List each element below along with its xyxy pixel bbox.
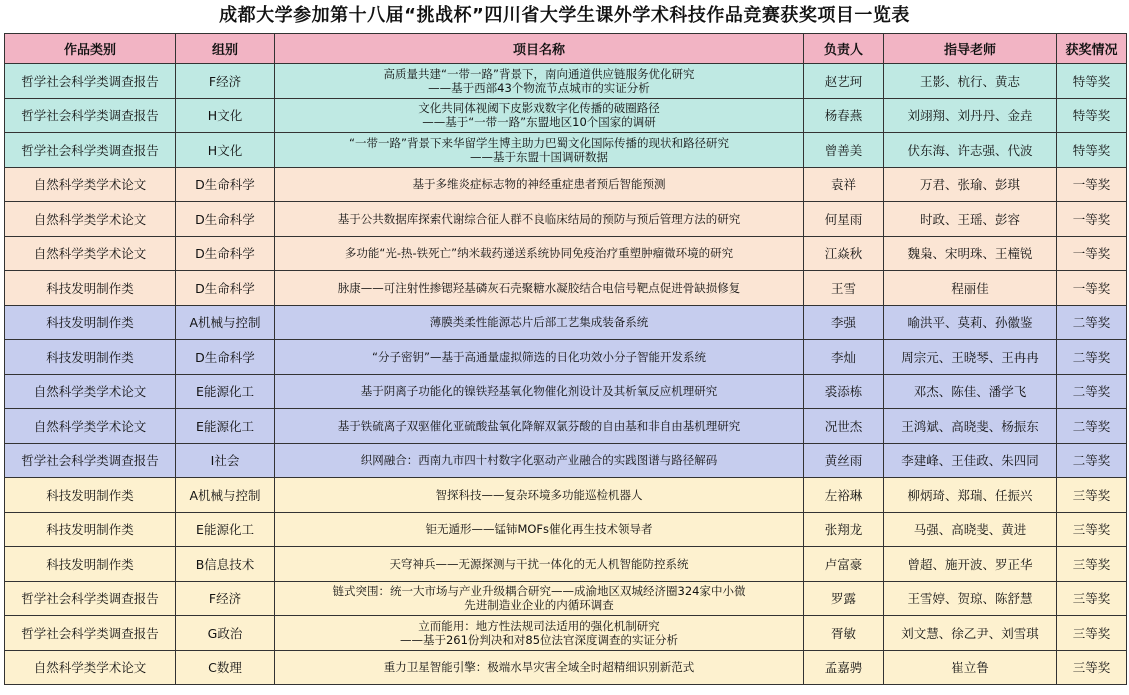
cell-category: 自然科学类学术论文 [5,409,176,444]
table-row [5,547,1127,582]
cell-award: 三等奖 [1057,478,1127,513]
cell-award: 特等奖 [1057,98,1127,133]
cell-group: E能源化工 [176,374,275,409]
table-row [5,409,1127,444]
cell-leader: 裘添栋 [804,374,884,409]
cell-advisors: 邓杰、陈佳、潘学飞 [884,374,1057,409]
table-row [5,512,1127,547]
cell-award: 二等奖 [1057,305,1127,340]
cell-award: 二等奖 [1057,409,1127,444]
header-category: 作品类别 [5,34,176,64]
cell-group: D生命科学 [176,271,275,306]
cell-advisors: 伏东海、许志强、代波 [884,133,1057,168]
cell-advisors: 曾超、施开波、罗正华 [884,547,1057,582]
table-row [5,650,1127,685]
cell-project-name: 智探科技——复杂环境多功能巡检机器人 [275,478,804,513]
cell-project-name: 基于公共数据库探索代谢综合征人群不良临床结局的预防与预后管理方法的研究 [275,202,804,237]
cell-advisors: 马强、高晓斐、黄进 [884,512,1057,547]
cell-advisors: 时政、王瑶、彭容 [884,202,1057,237]
cell-group: D生命科学 [176,340,275,375]
cell-advisors: 柳炳琦、郑瑞、任振兴 [884,478,1057,513]
cell-advisors: 程丽佳 [884,271,1057,306]
cell-award: 一等奖 [1057,202,1127,237]
cell-category: 哲学社会科学类调查报告 [5,98,176,133]
cell-leader: 何星雨 [804,202,884,237]
cell-group: B信息技术 [176,547,275,582]
table-row [5,616,1127,651]
cell-category: 科技发明制作类 [5,547,176,582]
cell-project-name: 天穹神兵——无源探测与干扰一体化的无人机智能防控系统 [275,547,804,582]
cell-project-name: 多功能“光-热-铁死亡”纳米载药递送系统协同免疫治疗重塑肿瘤微环境的研究 [275,236,804,271]
cell-category: 科技发明制作类 [5,340,176,375]
cell-group: F经济 [176,581,275,616]
cell-advisors: 崔立鲁 [884,650,1057,685]
header-advisors: 指导老师 [884,34,1057,64]
cell-group: D生命科学 [176,167,275,202]
cell-group: D生命科学 [176,202,275,237]
cell-leader: 卢富豪 [804,547,884,582]
page-title: 成都大学参加第十八届“挑战杯”四川省大学生课外学术科技作品竞赛获奖项目一览表 [219,5,910,26]
cell-project-name: 高质量共建“一带一路”背景下，南向通道供应链服务优化研究 ——基于西部43个物流节点城市的实证分析 [275,64,804,99]
cell-project-name: 脉康——可注射性掺锶羟基磷灰石壳聚糖水凝胶结合电信号靶点促进骨缺损修复 [275,271,804,306]
table-row [5,271,1127,306]
cell-award: 三等奖 [1057,616,1127,651]
cell-award: 三等奖 [1057,650,1127,685]
cell-award: 三等奖 [1057,512,1127,547]
cell-group: A机械与控制 [176,478,275,513]
table-row [5,202,1127,237]
cell-category: 科技发明制作类 [5,271,176,306]
cell-leader: 杨春燕 [804,98,884,133]
awards-table [4,33,1127,685]
table-row [5,98,1127,133]
table-row [5,443,1127,478]
cell-project-name: 链式突围：统一大市场与产业升级耦合研究——成渝地区双城经济圈324家中小微 先进制造业企业的内循环调查 [275,581,804,616]
cell-project-name: “一带一路”背景下来华留学生博主助力巴蜀文化国际传播的现状和路径研究 ——基于东盟十国调研数据 [275,133,804,168]
cell-advisors: 王影、杭行、黄志 [884,64,1057,99]
cell-project-name: 立而能用：地方性法规司法适用的强化机制研究 ——基于261份判决和对85位法官深度调查的实证分析 [275,616,804,651]
cell-group: D生命科学 [176,236,275,271]
cell-group: E能源化工 [176,512,275,547]
cell-category: 自然科学类学术论文 [5,374,176,409]
cell-category: 自然科学类学术论文 [5,650,176,685]
cell-award: 一等奖 [1057,236,1127,271]
cell-award: 三等奖 [1057,547,1127,582]
cell-leader: 赵艺珂 [804,64,884,99]
cell-leader: 王雪 [804,271,884,306]
cell-award: 一等奖 [1057,167,1127,202]
cell-project-name: 基于阴离子功能化的镍铁羟基氧化物催化剂设计及其析氧反应机理研究 [275,374,804,409]
cell-leader: 孟嘉骋 [804,650,884,685]
header-project-name: 项目名称 [275,34,804,64]
cell-advisors: 周宗元、王晓琴、王冉冉 [884,340,1057,375]
cell-advisors: 王鸿斌、高晓斐、杨振东 [884,409,1057,444]
cell-group: H文化 [176,133,275,168]
cell-leader: 黄丝雨 [804,443,884,478]
cell-leader: 袁祥 [804,167,884,202]
header-group: 组别 [176,34,275,64]
cell-award: 二等奖 [1057,374,1127,409]
cell-category: 科技发明制作类 [5,512,176,547]
table-body [5,64,1127,685]
cell-award: 特等奖 [1057,64,1127,99]
cell-group: I社会 [176,443,275,478]
cell-leader: 李强 [804,305,884,340]
cell-project-name: 薄膜类柔性能源芯片后部工艺集成装备系统 [275,305,804,340]
cell-category: 哲学社会科学类调查报告 [5,443,176,478]
cell-advisors: 魏枭、宋明珠、王橦锐 [884,236,1057,271]
table-row [5,581,1127,616]
table-row [5,478,1127,513]
cell-award: 二等奖 [1057,340,1127,375]
cell-project-name: 基于铁硫离子双驱催化亚硫酸盐氧化降解双氯芬酸的自由基和非自由基机理研究 [275,409,804,444]
cell-leader: 李灿 [804,340,884,375]
cell-group: F经济 [176,64,275,99]
header-leader: 负责人 [804,34,884,64]
cell-group: H文化 [176,98,275,133]
table-row [5,236,1127,271]
table-row [5,305,1127,340]
cell-leader: 胥敏 [804,616,884,651]
cell-advisors: 刘翊翔、刘丹丹、金垚 [884,98,1057,133]
table-row [5,133,1127,168]
cell-advisors: 王雪婷、贺琼、陈舒慧 [884,581,1057,616]
cell-project-name: 重力卫星智能引擎：极端水旱灾害全域全时超精细识别新范式 [275,650,804,685]
cell-category: 哲学社会科学类调查报告 [5,616,176,651]
cell-category: 自然科学类学术论文 [5,202,176,237]
cell-project-name: 文化共同体视阈下皮影戏数字化传播的破圈路径 ——基于“一带一路”东盟地区10个国家的调研 [275,98,804,133]
table-row [5,374,1127,409]
cell-category: 科技发明制作类 [5,478,176,513]
header-award: 获奖情况 [1057,34,1127,64]
cell-category: 自然科学类学术论文 [5,167,176,202]
cell-advisors: 万君、张瑜、彭琪 [884,167,1057,202]
cell-award: 特等奖 [1057,133,1127,168]
cell-group: A机械与控制 [176,305,275,340]
table-row [5,340,1127,375]
cell-leader: 张翔龙 [804,512,884,547]
cell-category: 自然科学类学术论文 [5,236,176,271]
cell-advisors: 喻洪平、莫莉、孙徽鉴 [884,305,1057,340]
cell-category: 哲学社会科学类调查报告 [5,133,176,168]
table-row [5,167,1127,202]
cell-project-name: 钜无遁形——锰铈MOFs催化再生技术领导者 [275,512,804,547]
cell-group: C数理 [176,650,275,685]
table-header-row [5,34,1127,64]
cell-leader: 左裕琳 [804,478,884,513]
cell-award: 二等奖 [1057,443,1127,478]
cell-advisors: 李建峰、王佳政、朱四同 [884,443,1057,478]
cell-leader: 江焱秋 [804,236,884,271]
cell-project-name: 织网融合：西南九市四十村数字化驱动产业融合的实践图谱与路径解码 [275,443,804,478]
cell-group: G政治 [176,616,275,651]
cell-award: 一等奖 [1057,271,1127,306]
cell-leader: 曾善美 [804,133,884,168]
cell-category: 哲学社会科学类调查报告 [5,64,176,99]
cell-leader: 罗露 [804,581,884,616]
cell-category: 哲学社会科学类调查报告 [5,581,176,616]
cell-award: 三等奖 [1057,581,1127,616]
cell-category: 科技发明制作类 [5,305,176,340]
cell-project-name: 基于多维炎症标志物的神经重症患者预后智能预测 [275,167,804,202]
cell-leader: 况世杰 [804,409,884,444]
cell-advisors: 刘文慧、徐乙尹、刘雪琪 [884,616,1057,651]
table-row [5,64,1127,99]
cell-project-name: “分子密钥”—基于高通量虚拟筛选的日化功效小分子智能开发系统 [275,340,804,375]
cell-group: E能源化工 [176,409,275,444]
